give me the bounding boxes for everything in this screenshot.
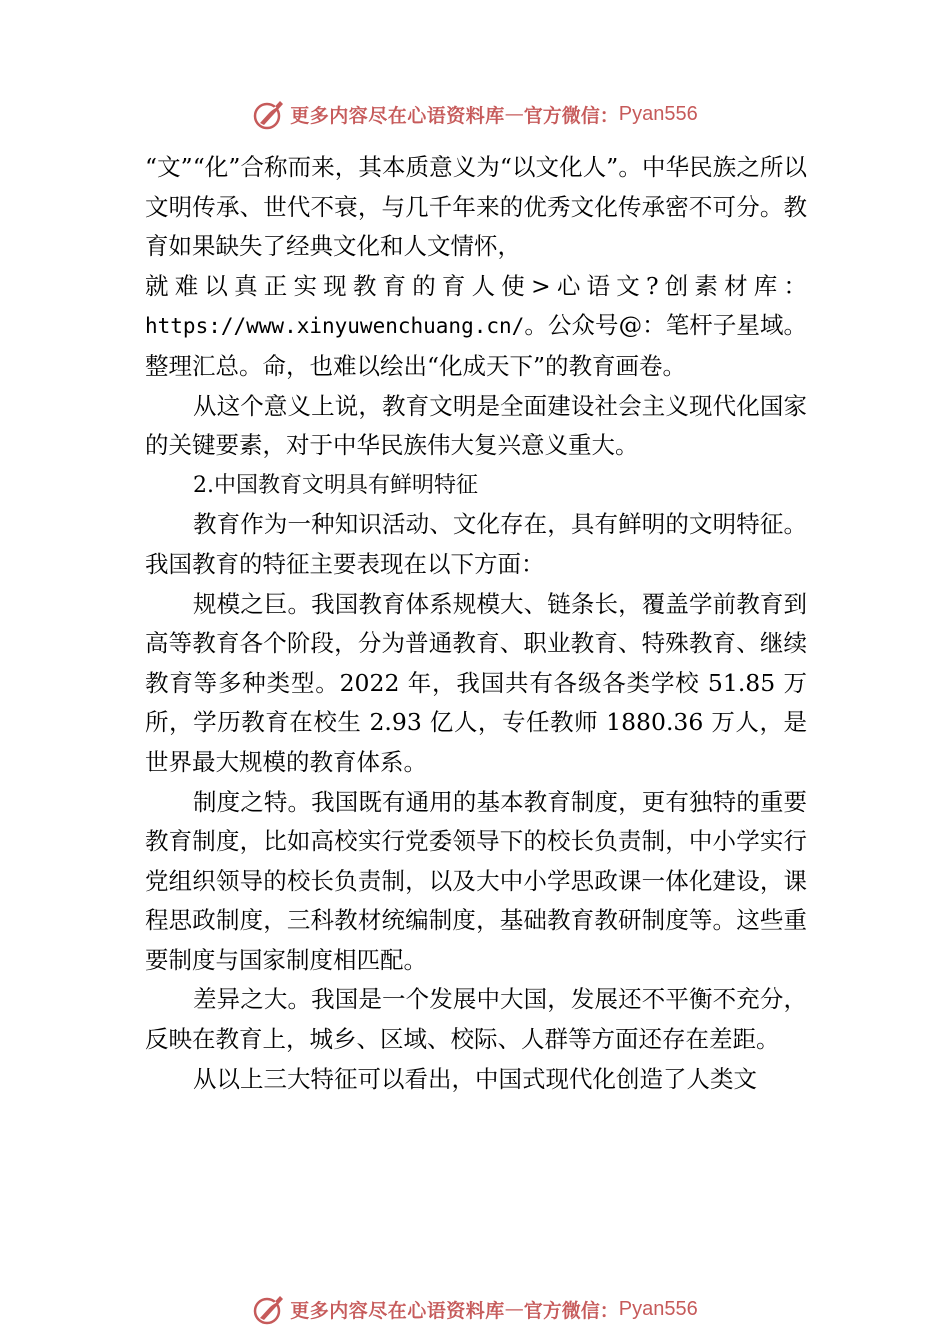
quill-logo-icon — [252, 1292, 286, 1326]
source-url: https://www.xinyuwenchuang.cn/ — [145, 314, 525, 339]
paragraph-4: 规模之巨。我国教育体系规模大、链条长，覆盖学前教育到高等教育各个阶段，分为普通教育、职业教育、特殊教育、继续教育等多种类型。2022 年，我国共有各级各类学校 51.85 万所，学历教育在校生 2.93 亿人，专任教师 1880.36 万人，是世界最大规模的教育体系。 — [145, 589, 807, 776]
header-wechat-label: 官方微信： — [523, 104, 619, 127]
footer-wechat-id: Pyan556 — [618, 1297, 698, 1320]
header-brand: 更多内容尽在心语资料库 — [290, 104, 505, 127]
document-body — [145, 148, 807, 1099]
paragraph-1-line-c — [145, 306, 807, 386]
quill-logo-icon — [252, 97, 286, 131]
header-wechat-id: Pyan556 — [618, 102, 698, 125]
paragraph-7: 从以上三大特征可以看出，中国式现代化创造了人类文 — [193, 1064, 757, 1093]
paragraph-6: 差异之大。我国是一个发展中大国，发展还不平衡不充分，反映在教育上，城乡、区域、校际、人群等方面还存在差距。 — [145, 985, 807, 1054]
footer-wechat-label: 官方微信： — [523, 1299, 619, 1322]
paragraph-2: 从这个意义上说，教育文明是全面建设社会主义现代化国家的关键要素，对于中华民族伟大复兴意义重大。 — [145, 391, 807, 460]
paragraph-1-tail: 。公众号@：笔杆子星域。整理汇总。命，也难以绘出“化成天下”的教育画卷。 — [145, 311, 807, 380]
section-heading: 2.中国教育文明具有鲜明特征 — [193, 472, 478, 498]
header-banner — [0, 94, 950, 134]
footer-banner — [0, 1289, 950, 1329]
paragraph-5: 制度之特。我国既有通用的基本教育制度，更有独特的重要教育制度，比如高校实行党委领导下的校长负责制，中小学实行党组织领导的校长负责制，以及大中小学思政课一体化建设，课程思政制度，三科教材统编制度，基础教育教研制度等。这些重要制度与国家制度相匹配。 — [145, 787, 807, 974]
paragraph-3: 教育作为一种知识活动、文化存在，具有鲜明的文明特征。我国教育的特征主要表现在以下方面： — [145, 510, 807, 578]
footer-separator: — — [504, 1298, 524, 1320]
header-separator: — — [504, 103, 524, 125]
paragraph-1-line-b: 就难以真正实现教育的育人使>心语文?创素材库： — [145, 271, 807, 300]
footer-brand: 更多内容尽在心语资料库 — [290, 1299, 505, 1322]
paragraph-1-line-a: “文”“化”合称而来，其本质意义为“以文化人”。中华民族之所以文明传承、世代不衰，与几千年来的优秀文化传承密不可分。教育如果缺失了经典文化和人文情怀， — [145, 153, 807, 261]
